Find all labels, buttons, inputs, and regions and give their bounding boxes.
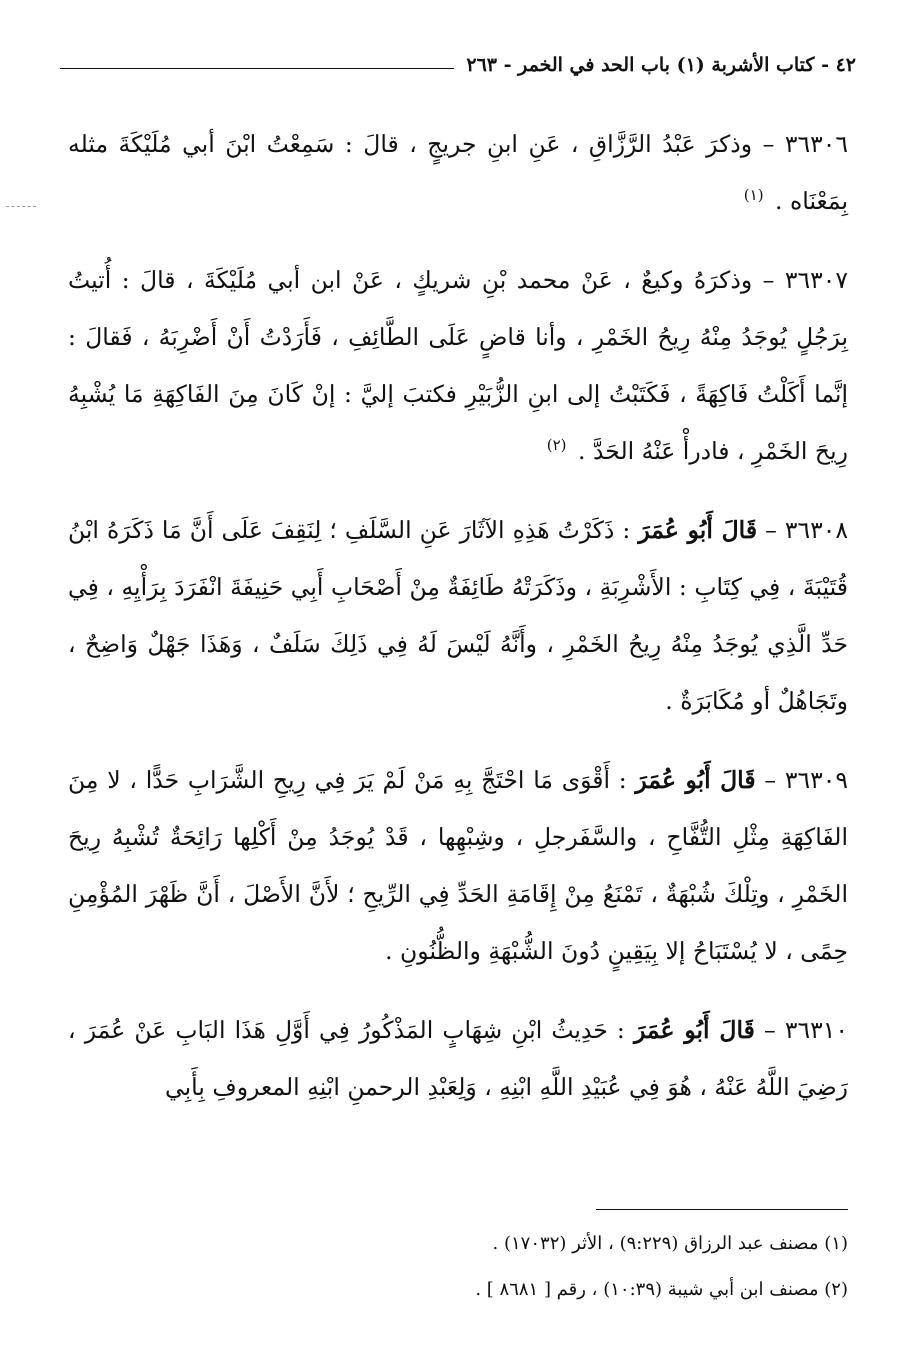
footnote-reference: (٢) [546, 436, 567, 455]
dash: – [757, 516, 777, 544]
running-header [60, 48, 856, 82]
speaker-label: قَالَ أَبُو عُمَرَ [635, 766, 756, 794]
paragraph-text: وذكرَ عَبْدُ الرَّزَّاقِ ، عَنِ ابنِ جريجٍ ، قالَ : سَمِعْتُ ابْنَ أبي مُلَيْكَةَ مثله بِمَعْنَاه . [68, 130, 848, 215]
paragraph-text: : ذَكَرْتُ هَذِهِ الآثَارَ عَنِ السَّلَفِ ؛ لِنَقِفَ عَلَى أَنَّ مَا ذَكَرَهُ ابْنُ قُتَيْبَةَ ، فِي كِتَابِ : الأَشْرِبَةِ ، وذَكَرَتْهُ طَائِفَةٌ مِنْ أَصْحَابِ أَبِي حَنِيفَةَ انْفَرَدَ بِرَأْيِهِ ، فِي حَدِّ الَّذِي يُوجَدُ مِنْهُ رِيحُ الخَمْرِ ، وأَنَّهُ لَيْسَ لَهُ فِي ذَلِكَ سَلَفٌ ، وَهَذَا جَهْلٌ وَاضِحٌ ، وتَجَاهُلٌ أو مُكَابَرَةٌ . [68, 516, 848, 715]
paragraph-text: وذكرَهُ وكيعٌ ، عَنْ محمد بْنِ شريكٍ ، عَنْ ابن أبي مُلَيْكَةَ ، قالَ : أُتيتُ بِرَجُلٍ يُوجَدُ مِنْهُ رِيحُ الخَمْرِ ، وأنا قاضٍ عَلَى الطَّائِفِ ، فَأَرَدْتُ أَنْ أَضْرِبَهُ ، فَقالَ : إنَّما أَكَلْتُ فَاكِهَةً ، فَكَتَبْتُ إلى ابنِ الزُّبَيْرِ فكتبَ إليَّ : إنْ كَانَ مِنَ الفَاكِهَةِ مَا يُشْبِهُ رِيحَ الخَمْرِ ، فادرأْ عَنْهُ الحَدَّ . [68, 266, 848, 465]
paragraph-text: : حَدِيثُ ابْنِ شِهَابٍ المَذْكُورُ فِي أَوَّلِ هَذَا البَابِ عَنْ عُمَرَ ، رَضِيَ اللَّهُ عَنْهُ ، هُوَ فِي عُبَيْدِ اللَّهِ ابْنِهِ ، وَلِعَبْدِ الرحمنِ ابْنِهِ المعروفِ بِأَبِي [68, 1016, 848, 1101]
footnotes [68, 1226, 848, 1318]
paragraph-36309 [68, 752, 848, 980]
paragraph-36308 [68, 502, 848, 730]
paragraph-number: ٣٦٣٠٨ [784, 516, 848, 544]
footnote-2: (٢) مصنف ابن أبي شيبة (١٠:٣٩) ، رقم [ ٨٦٨١ ] . [475, 1279, 848, 1300]
main-text [68, 116, 848, 1138]
paragraph-number: ٣٦٣٠٩ [784, 766, 848, 794]
header-rule [60, 68, 454, 69]
paragraph-36306 [68, 116, 848, 230]
footnote-separator [596, 1209, 848, 1210]
paragraph-text: : أَقْوَى مَا احْتَجَّ بِهِ مَنْ لَمْ يَرَ فِي رِيحِ الشَّرَابِ حَدًّا ، لا مِنَ الفَاكِهَةِ مِثْلِ التُّفَّاحِ ، والسَّفَرجلِ ، وشِبْهِها ، قَدْ يُوجَدُ مِنْ أَكْلِها رَائِحَةٌ تُشْبِهُ رِيحَ الخَمْرِ ، وتِلْكَ شُبْهَةٌ ، تَمْنَعُ مِنْ إِقَامَةِ الحَدِّ فِي الرِّيحِ ؛ لأَنَّ الأَصْلَ ، أَنَّ ظَهْرَ المُؤْمِنِ حِمًى ، لا يُسْتَبَاحُ إلا بِيَقِينٍ دُونَ الشُّبْهَةِ والظُّنُونِ . [68, 766, 848, 965]
paragraph-36307 [68, 252, 848, 480]
footnote-1: (١) مصنف عبد الرزاق (٩:٢٢٩) ، الأثر (١٧٠٣٢) . [492, 1233, 848, 1254]
speaker-label: قَالَ أَبُو عُمَرَ [633, 1016, 755, 1044]
dash: – [754, 1016, 776, 1044]
paragraph-number: ٣٦٣٠٦ [784, 130, 848, 158]
running-header-text: ٤٢ - كتاب الأشربة (١) باب الحد في الخمر - ٢٦٣ [466, 54, 856, 76]
footnote-reference: (١) [743, 186, 764, 205]
dash: – [755, 766, 777, 794]
paragraph-number: ٣٦٣١٠ [784, 1016, 848, 1044]
dash: – [752, 266, 775, 294]
paragraph-36310 [68, 1002, 848, 1116]
paragraph-number: ٣٦٣٠٧ [784, 266, 848, 294]
speaker-label: قَالَ أَبُو عُمَرَ [638, 516, 758, 544]
margin-scan-mark [6, 206, 36, 207]
dash: – [752, 130, 775, 158]
